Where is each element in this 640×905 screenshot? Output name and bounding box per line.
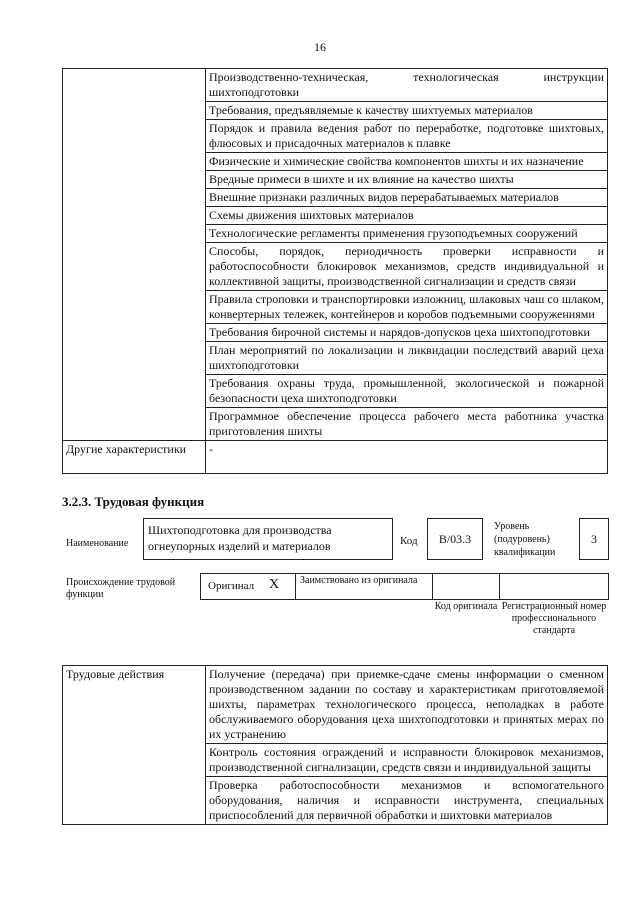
knowledge-item: Вредные примеси в шихте и их влияние на качество шихты <box>206 171 608 189</box>
knowledge-item: План мероприятий по локализации и ликвидации последствий аварий цеха шихтоподготовки <box>206 342 608 375</box>
knowledge-table <box>62 68 608 474</box>
knowledge-item: Внешние признаки различных видов перерабатываемых материалов <box>206 189 608 207</box>
knowledge-item: Схемы движения шихтовых материалов <box>206 207 608 225</box>
level-value: 3 <box>591 532 597 546</box>
knowledge-item: Требования, предъявляемые к качеству шихтуемых материалов <box>206 102 608 120</box>
other-characteristics-label: Другие характеристики <box>63 441 206 474</box>
function-name-value: Шихтоподготовка для производства огнеупорных изделий и материалов <box>148 523 332 553</box>
actions-label: Трудовые действия <box>63 666 206 825</box>
action-item: Получение (передача) при приемке-сдаче смены информации о сменном производственном задании по составу и характеристикам приготовляемой шихты, параметрах технологического процесса, неполадках в работе обслуживаемого оборудования цеха шихтоподготовки и принятых мерах по их устранению <box>206 666 608 744</box>
action-item: Контроль состояния ограждений и исправности блокировок механизмов, производственной сигнализации, средств связи и индивидуальной защиты <box>206 744 608 777</box>
knowledge-label-cell <box>63 69 206 441</box>
section-title: 3.2.3. Трудовая функция <box>62 494 205 509</box>
knowledge-item: Порядок и правила ведения работ по переработке, подготовке шихтовых, флюсовых и присадочных материалов к плавке <box>206 120 608 153</box>
origin-row <box>200 573 609 600</box>
origin-label: Происхождение трудовой функции <box>66 577 176 600</box>
level-label: Уровень (подуровень) квалификации <box>494 521 556 558</box>
function-name-box <box>143 518 393 560</box>
table-row <box>63 666 608 744</box>
original-mark: X <box>269 577 280 592</box>
action-item: Проверка работоспособности механизмов и вспомогательного оборудования, наличия и исправности инструмента, специальных приспособлений для первичной обработки и шихтовки материалов <box>206 777 608 825</box>
knowledge-item: Производственно-техническая, технологическая инструкции шихтоподготовки <box>206 69 608 102</box>
code-label: Код <box>400 535 418 547</box>
code-box <box>427 518 483 560</box>
actions-table <box>62 665 608 825</box>
code-value: B/03.3 <box>438 532 472 546</box>
table-row <box>63 441 608 474</box>
code-original-caption: Код оригинала <box>434 601 498 612</box>
reg-number-caption: Регистрационный номер профессионального стандарта <box>501 601 607 636</box>
table-row <box>63 69 608 102</box>
knowledge-item: Физические и химические свойства компонентов шихты и их назначение <box>206 153 608 171</box>
name-label: Наименование <box>66 538 129 549</box>
knowledge-item: Правила строповки и транспортировки изложниц, шлаковых чаш со шлаком, конвертерных тележек, контейнеров и коробов подъемными сооружениями <box>206 291 608 324</box>
original-label: Оригинал <box>208 580 255 592</box>
page-number: 16 <box>314 40 326 54</box>
knowledge-item: Программное обеспечение процесса рабочего места работника участка приготовления шихты <box>206 408 608 441</box>
knowledge-item: Требования охраны труда, промышленной, экологической и пожарной безопасности цеха шихтоподготовки <box>206 375 608 408</box>
knowledge-item: Требования бирочной системы и нарядов-допусков цеха шихтоподготовки <box>206 324 608 342</box>
level-box <box>579 518 609 560</box>
knowledge-item: Технологические регламенты применения грузоподъемных сооружений <box>206 225 608 243</box>
other-characteristics-value: - <box>206 441 608 474</box>
borrowed-label: Заимствовано из оригинала <box>300 575 418 586</box>
knowledge-item: Способы, порядок, периодичность проверки исправности и работоспособности блокировок механизмов, средств индивидуальной и коллективной защиты, производственной сигнализации и средств связи <box>206 243 608 291</box>
